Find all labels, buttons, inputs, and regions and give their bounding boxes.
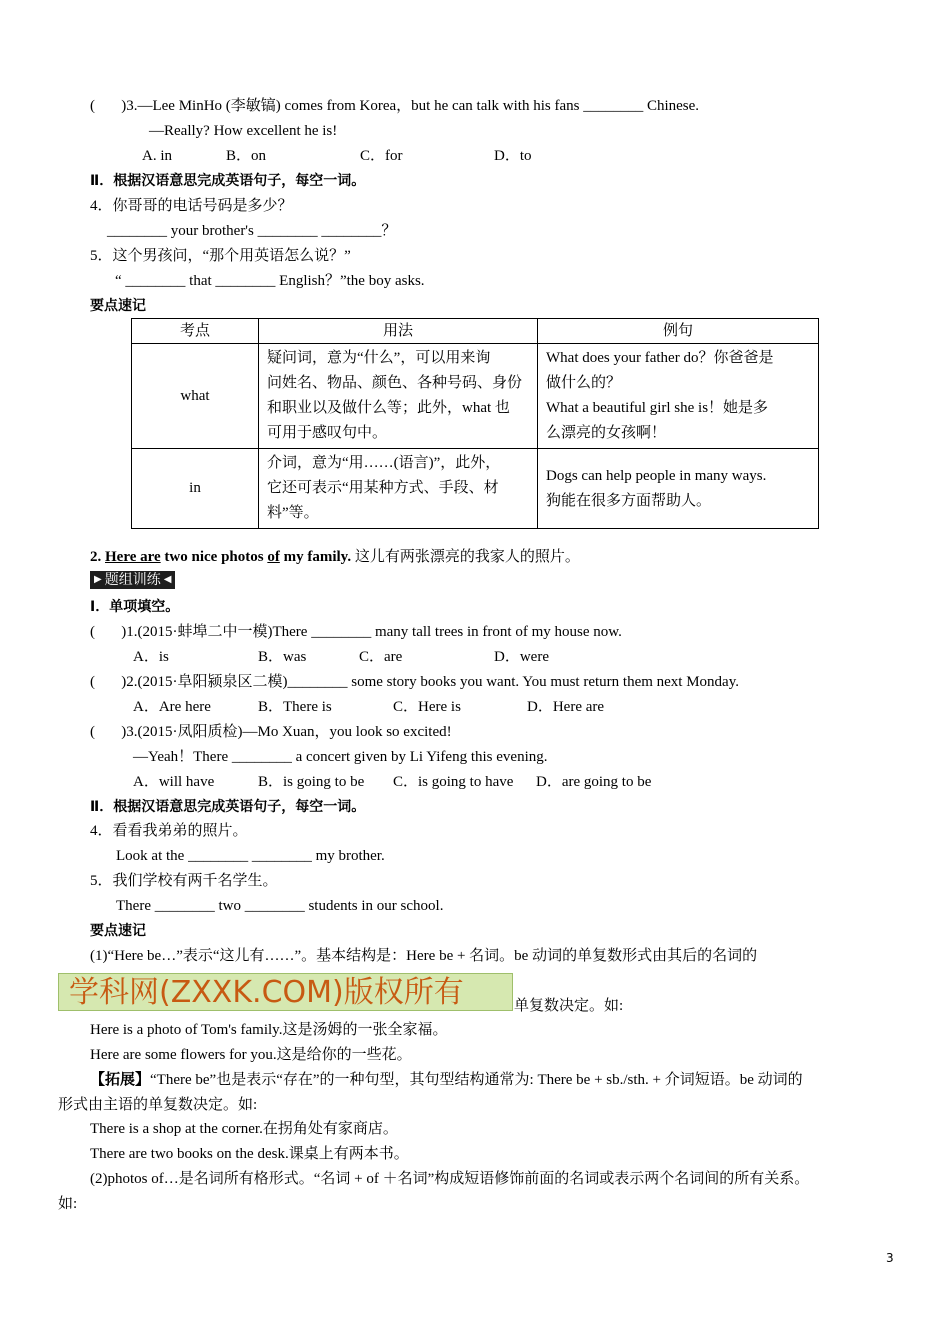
usage-line: 可用于感叹句中。: [267, 425, 388, 441]
usage-line: 问姓名、物品、颜色、各种号码、身份: [267, 375, 523, 391]
q3-top-line1: ( )3.—Lee MinHo (李敏镐) comes from Korea，but he can talk with his fans ________ Chinese.: [90, 98, 700, 114]
q2-opt-b: B．There is: [258, 699, 332, 715]
notes-b-p2: (2)photos of…是名词所有格形式。“名词 + of ＋名词”构成短语修饰前面的名词或表示两个名词间的所有关系。: [90, 1171, 810, 1187]
notes-b-extension: [90, 1070, 803, 1090]
q2-opt-d: D．Here are: [527, 699, 605, 715]
notes-b-ex3: There is a shop at the corner.在拐角处有家商店。: [90, 1121, 398, 1137]
q3-top-opt-b: B．on: [226, 148, 267, 164]
q3-top-opt-d: D．to: [494, 148, 532, 164]
section1-q1: ( )1.(2015·蚌埠二中一模)There ________ many tall trees in front of my house now.: [90, 624, 622, 640]
table-row-what-example: [538, 344, 819, 449]
table-row-in-usage: [259, 449, 538, 529]
q1-opt-d: D．were: [494, 649, 549, 665]
notes-b-p2-cont: 如:: [58, 1196, 78, 1212]
item2-here-are: Here are: [105, 549, 161, 565]
usage-line: 它还可表示“用某种方式、手段、材: [267, 480, 499, 496]
section2b-q5-answer: There ________ two ________ students in our school.: [116, 898, 444, 914]
example-line: What a beautiful girl she is！她是多: [546, 400, 769, 416]
example-line: What does your father do？你爸爸是: [546, 350, 774, 366]
notes-b-title: 要点速记: [90, 923, 146, 939]
extension-label: 【拓展】: [90, 1072, 151, 1088]
section2a-q5-answer: “ ________ that ________ English？”the boy asks.: [115, 273, 425, 289]
notes-b-p1-cont: 单复数决定。如:: [514, 998, 624, 1014]
section1-q3-line2: —Yeah！There ________ a concert given by Li Yifeng this evening.: [133, 749, 548, 765]
section2b-heading: Ⅱ．根据汉语意思完成英语句子，每空一词。: [90, 799, 366, 815]
notes-b-ex2: Here are some flowers for you.这是给你的一些花。: [90, 1047, 412, 1063]
triangle-left-icon: ◀: [163, 574, 172, 585]
triangle-right-icon: ▶: [94, 574, 102, 585]
section1-q2: ( )2.(2015·阜阳颍泉区二模)________ some story books you want. You must return them next Monday.: [90, 674, 739, 690]
q3-opt-c: C．is going to have: [393, 774, 514, 790]
table-row-what-usage: [259, 344, 538, 449]
example-line: Dogs can help people in many ways.: [546, 467, 767, 484]
table-row-in-point: in: [132, 449, 259, 529]
table-header-usage: 用法: [259, 319, 538, 344]
item2-mid: two nice photos: [160, 549, 268, 565]
section2a-q4: 4．你哥哥的电话号码是多少？: [90, 198, 293, 214]
section1-heading: Ⅰ．单项填空。: [90, 599, 180, 615]
notes-b-ext-cont: 形式由主语的单复数决定。如:: [58, 1097, 258, 1113]
key-points-table: [131, 318, 819, 529]
q1-opt-b: B．was: [258, 649, 307, 665]
item2-cn: 这儿有两张漂亮的我家人的照片。: [351, 549, 580, 565]
page-number: 3: [886, 1251, 894, 1265]
section2b-q4-answer: Look at the ________ ________ my brother.: [116, 848, 385, 864]
q2-opt-c: C．Here is: [393, 699, 461, 715]
table-row-in-example: [538, 449, 819, 529]
notes-a-title: 要点速记: [90, 298, 146, 314]
item2-end: my family.: [279, 549, 352, 565]
practice-banner: [90, 571, 175, 589]
q3-opt-a: A．will have: [133, 774, 215, 790]
table-header-point: 考点: [132, 319, 259, 344]
usage-line: 和职业以及做什么等；此外，what 也: [267, 400, 510, 416]
notes-b-p1: (1)“Here be…”表示“这儿有……”。基本结构是：Here be + 名词。be 动词的单复数形式由其后的名词的: [90, 948, 758, 964]
example-line: 做什么的？: [546, 375, 622, 391]
example-line: 么漂亮的女孩啊！: [546, 425, 667, 441]
q1-opt-c: C．are: [359, 649, 403, 665]
usage-line: 介词，意为“用……(语言)”，此外，: [267, 455, 501, 471]
q1-opt-a: A．is: [133, 649, 169, 665]
section2a-q5: 5．这个男孩问，“那个用英语怎么说？”: [90, 248, 351, 264]
table-row-what-point: what: [132, 344, 259, 449]
section2a-heading: Ⅱ．根据汉语意思完成英语句子，每空一词。: [90, 173, 366, 189]
notes-b-ex1: Here is a photo of Tom's family.这是汤姆的一张全家福。: [90, 1022, 448, 1038]
section2b-q5: 5．我们学校有两千名学生。: [90, 873, 278, 889]
usage-line: 疑问词，意为“什么”，可以用来询: [267, 350, 491, 366]
q3-opt-b: B．is going to be: [258, 774, 365, 790]
section1-q3: ( )3.(2015·凤阳质检)—Mo Xuan，you look so excited!: [90, 724, 452, 740]
item2-of: of: [267, 549, 280, 565]
usage-line: 料”等。: [267, 505, 319, 521]
q3-top-line2: —Really? How excellent he is!: [149, 123, 338, 139]
item2-num: 2.: [90, 549, 102, 565]
q2-opt-a: A．Are here: [133, 699, 211, 715]
section2b-q4: 4．看看我弟弟的照片。: [90, 823, 248, 839]
table-header-example: 例句: [538, 319, 819, 344]
notes-b-ex4: There are two books on the desk.课桌上有两本书。: [90, 1146, 409, 1162]
banner-label: 题组训练: [104, 572, 161, 588]
extension-text: “There be”也是表示“存在”的一种句型，其句型结构通常为: There be + sb./sth. + 介词短语。be 动词的: [150, 1072, 803, 1088]
q3-top-opt-a: A. in: [142, 148, 172, 164]
example-line: 狗能在很多方面帮助人。: [546, 492, 712, 509]
watermark: 学科网(ZXXK.COM)版权所有: [58, 973, 513, 1011]
section2a-q4-answer: ________ your brother's ________ ________？: [107, 223, 397, 239]
q3-top-opt-c: C．for: [360, 148, 403, 164]
item2-sentence: [90, 547, 580, 567]
q3-opt-d: D．are going to be: [536, 774, 652, 790]
